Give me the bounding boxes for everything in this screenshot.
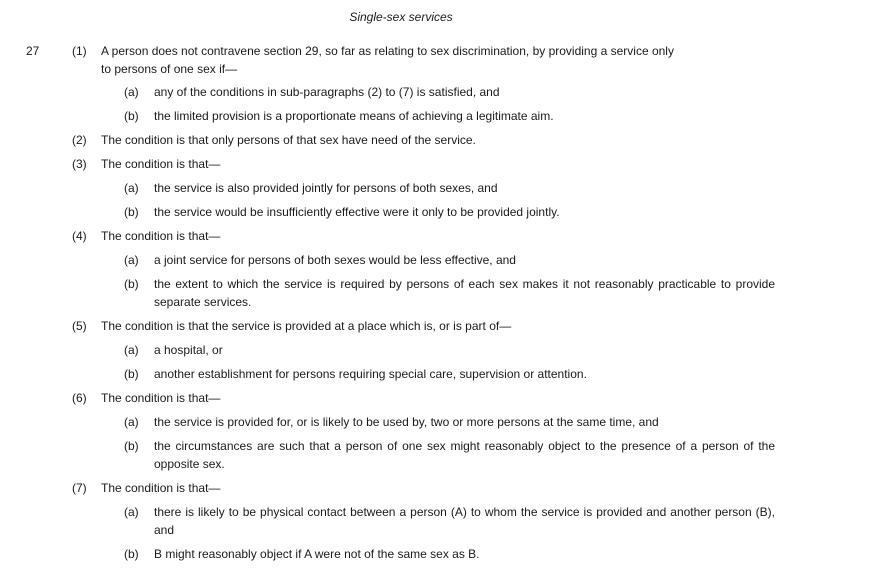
subparagraph-5-text: The condition is that the service is provided at a place which is, or is part of—: [101, 319, 512, 333]
item-text: there is likely to be physical contact between a person (A) to whom the service is provided and another person (B), and: [154, 505, 775, 537]
item-text: a joint service for persons of both sexes would be less effective, and: [154, 253, 516, 267]
item-label: (b): [124, 547, 139, 561]
item-label: (b): [124, 205, 139, 219]
item-text: a hospital, or: [154, 343, 223, 357]
item-text: any of the conditions in sub-paragraphs (2) to (7) is satisfied, and: [154, 85, 500, 99]
item-label: (a): [124, 181, 139, 195]
item-text: another establishment for persons requiring special care, supervision or attention.: [154, 367, 587, 381]
subparagraph-6-text: The condition is that—: [101, 391, 221, 405]
item-label: (b): [124, 439, 139, 453]
item-text: B might reasonably object if A were not of the same sex as B.: [154, 547, 480, 561]
item-text: the circumstances are such that a person of one sex might reasonably object to the presence of a person of the opposite sex.: [154, 439, 775, 471]
subparagraph-4-label: (4): [72, 229, 87, 243]
subparagraph-2-label: (2): [72, 133, 87, 147]
subparagraph-4-text: The condition is that—: [101, 229, 221, 243]
item-label: (a): [124, 343, 139, 357]
subparagraph-7-label: (7): [72, 481, 87, 495]
item-label: (a): [124, 85, 139, 99]
subparagraph-5-label: (5): [72, 319, 87, 333]
subparagraph-1-label: (1): [72, 44, 87, 58]
item-label: (b): [124, 277, 139, 291]
item-text: the limited provision is a proportionate means of achieving a legitimate aim.: [154, 109, 554, 123]
subparagraph-7-text: The condition is that—: [101, 481, 221, 495]
item-label: (b): [124, 367, 139, 381]
section-heading: Single-sex services: [349, 10, 453, 24]
item-text: the extent to which the service is required by persons of each sex makes it not reasonably practicable to provide separate services.: [154, 277, 775, 309]
item-text: the service is also provided jointly for persons of both sexes, and: [154, 181, 498, 195]
item-label: (a): [124, 505, 139, 519]
item-text: the service would be insufficiently effective were it only to be provided jointly.: [154, 205, 560, 219]
subparagraph-3-label: (3): [72, 157, 87, 171]
paragraph-number: 27: [26, 44, 40, 58]
subparagraph-3-text: The condition is that—: [101, 157, 221, 171]
subparagraph-6-label: (6): [72, 391, 87, 405]
item-label: (a): [124, 253, 139, 267]
subparagraph-1-line-1: A person does not contravene section 29, so far as relating to sex discrimination, by providing a service only: [101, 44, 674, 58]
item-label: (a): [124, 415, 139, 429]
item-text: the service is provided for, or is likely to be used by, two or more persons at the same time, and: [154, 415, 659, 429]
item-label: (b): [124, 109, 139, 123]
subparagraph-1-line-2: to persons of one sex if—: [101, 62, 238, 76]
subparagraph-2-text: The condition is that only persons of that sex have need of the service.: [101, 133, 476, 147]
